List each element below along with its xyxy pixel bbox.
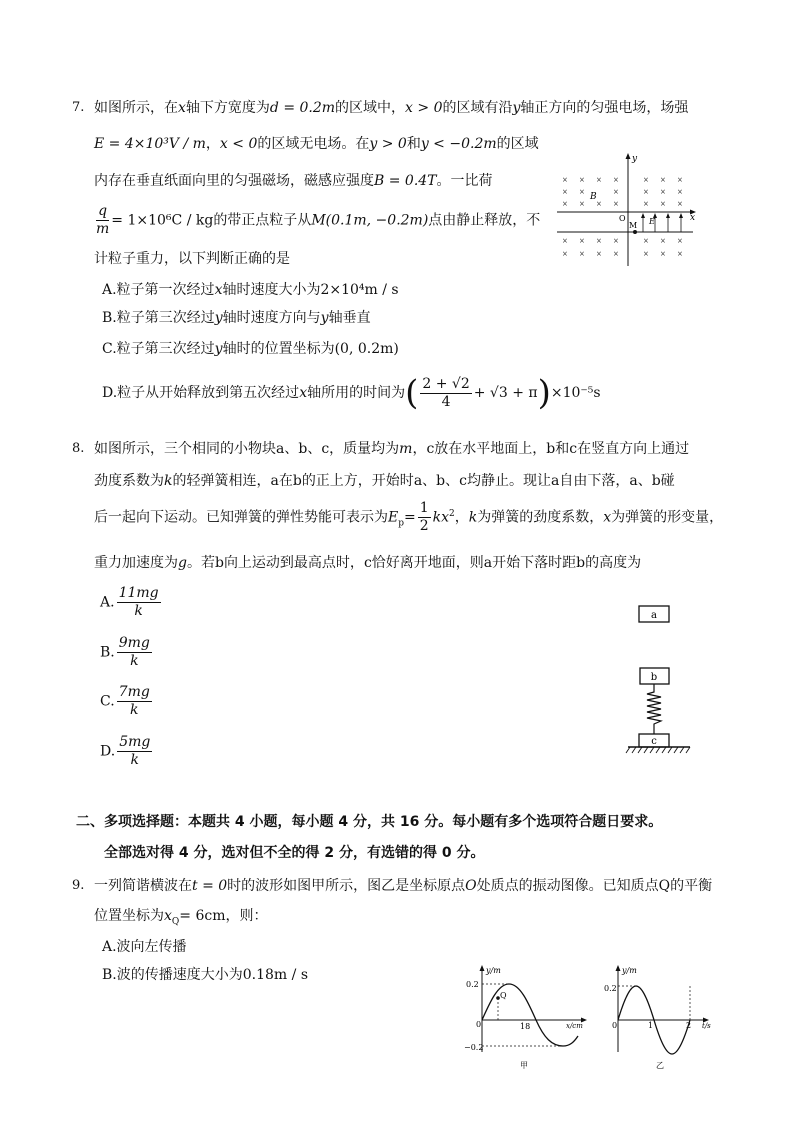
q7-option-d: D.粒子从开始释放到第五次经过x轴所用的时间为( $\frac{2 + √2}{4}$ + √3 + π)×10⁻⁵s (102, 373, 601, 413)
svg-text:b: b (650, 672, 658, 683)
svg-text:2: 2 (686, 1021, 692, 1030)
q7-option-b: B.粒子第三次经过y轴时速度方向与y轴垂直 (102, 310, 371, 326)
label-M: M (629, 221, 638, 230)
q7-line-1: 如图所示，在x轴下方宽度为d = 0.2m的区域中，x > 0的区域有沿y轴正方向的匀强电场，场强 (94, 100, 689, 116)
q8-option-a: A. $\frac{11mg}{k}$ (100, 585, 159, 619)
q7-line-2: E = 4×10³V / m，x < 0的区域无电场。在y > 0和y < −0.2m的区域 (94, 136, 539, 152)
svg-text:0: 0 (476, 1020, 482, 1029)
q7-line-3: 内存在垂直纸面向里的匀强磁场，磁感应强度B = 0.4T。一比荷 (94, 173, 493, 189)
svg-text:×: × (562, 250, 568, 258)
time-fraction: $\frac{2 + √2}{4}$ (422, 375, 470, 410)
q8-spring-block-diagram (620, 596, 700, 760)
q7-line-4: $\frac{q}{m}$ = 1×10⁶C / kg的带正点粒子从M(0.1m, −0.2m)点由静止释放，不 (96, 203, 541, 237)
svg-text:×: × (660, 188, 666, 196)
svg-text:×: × (677, 176, 683, 184)
q8-option-d: D. $\frac{5mg}{k}$ (100, 734, 151, 768)
svg-text:×: × (596, 200, 602, 208)
q9-option-b: B.波的传播速度大小为0.18m / s (102, 967, 308, 983)
svg-text:0.2: 0.2 (466, 980, 479, 989)
svg-text:×: × (613, 250, 619, 258)
wave-graph-jia (462, 962, 592, 1074)
svg-text:t/s: t/s (702, 1022, 711, 1030)
svg-text:a: a (651, 610, 657, 621)
svg-text:×: × (643, 200, 649, 208)
spring (647, 684, 661, 734)
label-E: E (649, 217, 655, 226)
wave-curve (482, 984, 578, 1046)
point-Q: Q (500, 991, 507, 1000)
q8-option-b: B. $\frac{9mg}{k}$ (100, 635, 150, 669)
svg-text:−0.2: −0.2 (464, 1043, 484, 1052)
svg-text:0: 0 (612, 1021, 618, 1030)
svg-text:×: × (660, 237, 666, 245)
svg-text:×: × (643, 237, 649, 245)
svg-text:×: × (596, 250, 602, 258)
q7-option-c: C.粒子第三次经过y轴时的位置坐标为(0, 0.2m) (102, 341, 399, 357)
svg-text:×: × (677, 200, 683, 208)
q7-field-diagram (555, 148, 700, 268)
svg-text:x/cm: x/cm (566, 1022, 583, 1030)
question-number: 7. (72, 100, 85, 115)
svg-text:×: × (562, 200, 568, 208)
q9-line-1: 一列简谐横波在t = 0时的波形如图甲所示，图乙是坐标原点O处质点的振动图像。已知质点Q的平衡 (94, 878, 713, 894)
svg-text:×: × (579, 176, 585, 184)
svg-text:x: x (690, 213, 696, 223)
svg-text:×: × (562, 176, 568, 184)
caption-jia: 甲 (520, 1061, 528, 1070)
q9-option-a: A.波向左传播 (102, 939, 187, 955)
svg-text:y: y (632, 154, 638, 164)
q8-line-4: 重力加速度为g。若b向上运动到最高点时，c恰好离开地面，则a开始下落时距b的高度为 (94, 555, 642, 571)
vibration-graph-yi (602, 962, 722, 1074)
q9-line-2: 位置坐标为$x_Q= 6cm$，则： (94, 908, 268, 927)
svg-text:1: 1 (648, 1021, 654, 1030)
svg-text:×: × (579, 237, 585, 245)
svg-text:×: × (643, 176, 649, 184)
svg-text:×: × (677, 237, 683, 245)
svg-text:×: × (660, 250, 666, 258)
svg-text:y/m: y/m (622, 966, 637, 975)
svg-text:×: × (562, 237, 568, 245)
svg-text:×: × (579, 188, 585, 196)
svg-text:×: × (613, 237, 619, 245)
label-B: B (590, 192, 597, 202)
charge-mass-fraction: $\frac{q}{m}$ (96, 203, 110, 237)
svg-text:×: × (596, 176, 602, 184)
svg-text:×: × (596, 237, 602, 245)
svg-text:×: × (613, 176, 619, 184)
svg-text:×: × (613, 200, 619, 208)
q7-line-5: 计粒子重力，以下判断正确的是 (94, 251, 290, 267)
question-number: 9. (72, 878, 85, 893)
svg-text:×: × (643, 188, 649, 196)
svg-text:y/m: y/m (486, 966, 501, 975)
question-number: 8. (72, 441, 85, 456)
svg-text:0.2: 0.2 (604, 984, 617, 993)
section-2-instructions: 全部选对得 4 分，选对但不全的得 2 分，有选错的得 0 分。 (104, 845, 485, 861)
svg-text:×: × (660, 176, 666, 184)
q8-option-c: C. $\frac{7mg}{k}$ (100, 684, 150, 718)
svg-text:×: × (562, 188, 568, 196)
caption-yi: 乙 (656, 1061, 664, 1070)
svg-text:c: c (651, 736, 657, 747)
svg-text:×: × (613, 188, 619, 196)
svg-text:×: × (579, 200, 585, 208)
svg-text:O: O (619, 214, 626, 223)
section-2-heading: 二、多项选择题：本题共 4 小题，每小题 4 分，共 16 分。每小题有多个选项符合题日要求。 (76, 814, 663, 830)
svg-text:×: × (677, 188, 683, 196)
svg-text:×: × (660, 200, 666, 208)
svg-text:×: × (643, 250, 649, 258)
svg-text:×: × (677, 250, 683, 258)
svg-text:18: 18 (520, 1022, 531, 1031)
q8-line-1: 如图所示，三个相同的小物块a、b、c，质量均为m，c放在水平地面上，b和c在竖直方向上通过 (94, 441, 690, 457)
q8-line-2: 劲度系数为k的轻弹簧相连，a在b的正上方，开始时a、b、c均静止。现让a自由下落，a、b碰 (94, 473, 675, 489)
q8-line-3: 后一起向下运动。已知弹簧的弹性势能可表示为$E_p=$ $\frac{1}{2}$ $kx^2$，k为弹簧的劲度系数，x为弹簧的形变量， (94, 500, 724, 534)
q7-option-a: A.粒子第一次经过x轴时速度大小为2×10⁴m / s (102, 282, 399, 298)
svg-text:×: × (579, 250, 585, 258)
